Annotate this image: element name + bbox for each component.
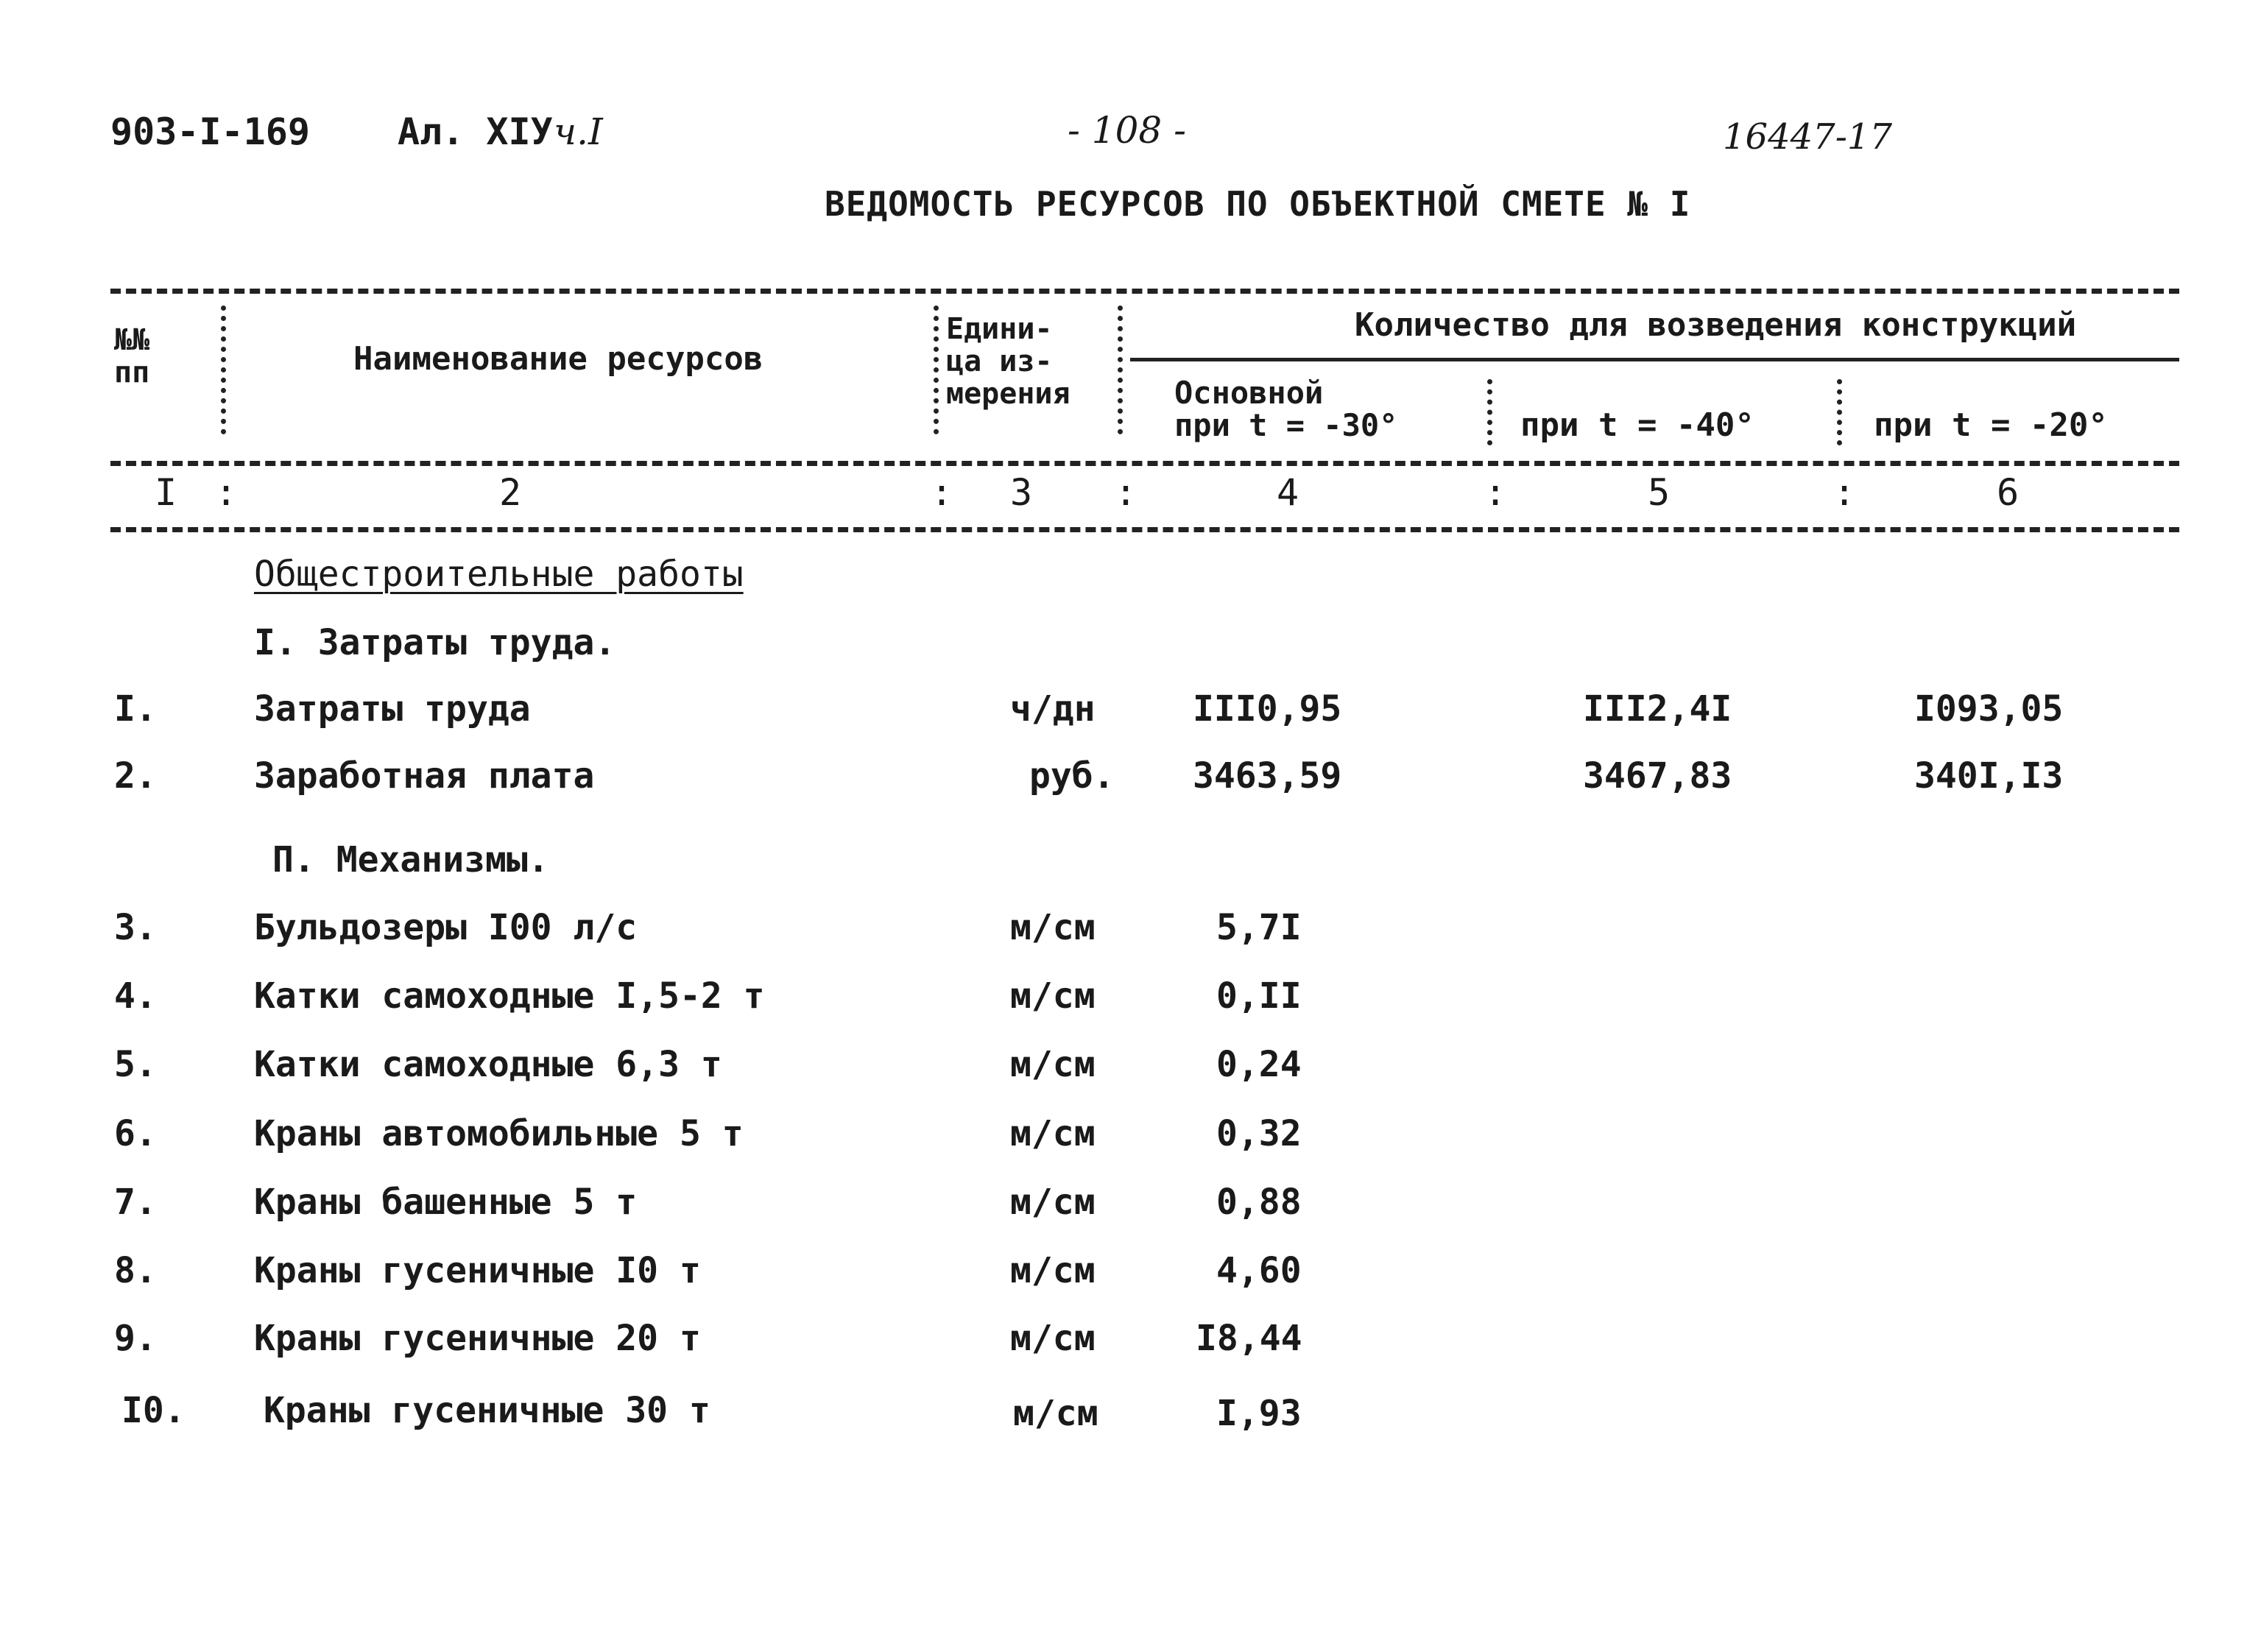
- row-number: 6.: [114, 1113, 157, 1154]
- album-label: Ал. XIУ: [398, 110, 553, 153]
- qty-base: 0,24: [1216, 1044, 1302, 1085]
- qty-base: I8,44: [1196, 1318, 1302, 1359]
- row-number: 9.: [114, 1318, 157, 1359]
- header-sep-5: [1837, 379, 1842, 445]
- row-number: I.: [114, 688, 157, 730]
- page-number: - 108 -: [1068, 109, 1187, 152]
- resource-name: Заработная плата: [254, 755, 595, 797]
- col-unit-header-l1: Едини-: [946, 312, 1053, 346]
- row-number: 3.: [114, 907, 157, 948]
- col-name-header: Наименование ресурсов: [353, 340, 763, 378]
- subsection-mechanisms: П. Механизмы.: [272, 839, 549, 880]
- qty-minus40: III2,4I: [1583, 688, 1732, 730]
- col-num-header-l1: №№: [114, 323, 150, 357]
- qty-group-rule: [1130, 358, 2179, 361]
- section-general-works: Общестроительные работы: [254, 554, 744, 595]
- col-base-header-l1: Основной: [1174, 375, 1324, 411]
- qty-base: 0,32: [1216, 1113, 1302, 1154]
- col-number-6: 6: [1997, 471, 2020, 514]
- resource-name: Краны башенные 5 т: [254, 1182, 638, 1223]
- resource-name: Катки самоходные 6,3 т: [254, 1044, 722, 1085]
- col-number-4: 4: [1277, 471, 1299, 514]
- resource-name: Краны гусеничные 30 т: [264, 1390, 710, 1431]
- doc-code: 903-I-169: [110, 110, 310, 153]
- unit: м/см: [1010, 1182, 1096, 1223]
- col-number-1: I: [155, 471, 177, 514]
- header-sep-1: [221, 306, 226, 434]
- unit: м/см: [1010, 907, 1096, 948]
- row-number: 8.: [114, 1250, 157, 1291]
- unit: м/см: [1010, 1318, 1096, 1359]
- subsection-labor: I. Затраты труда.: [254, 622, 616, 663]
- resource-name: Катки самоходные I,5-2 т: [254, 975, 765, 1017]
- resource-name: Бульдозеры I00 л/с: [254, 907, 638, 948]
- row-number: 5.: [114, 1044, 157, 1085]
- qty-base: 4,60: [1216, 1250, 1302, 1291]
- resource-name: Краны гусеничные I0 т: [254, 1250, 701, 1291]
- col-base-header-l2: при t = -30°: [1174, 407, 1398, 443]
- row-number: 4.: [114, 975, 157, 1017]
- resource-name: Краны автомобильные 5 т: [254, 1113, 744, 1154]
- col-number-2: 2: [499, 471, 522, 514]
- unit: ч/дн: [1010, 688, 1096, 730]
- header-sep-4: [1487, 379, 1492, 445]
- resource-name: Затраты труда: [254, 688, 531, 730]
- qty-base: 0,88: [1216, 1182, 1302, 1223]
- col-number-sep: :: [1115, 471, 1137, 514]
- qty-base: I,93: [1216, 1393, 1302, 1434]
- col-m20-header: при t = -20°: [1874, 406, 2108, 444]
- qty-minus40: 3467,83: [1583, 755, 1732, 797]
- document-title: ВЕДОМОСТЬ РЕСУРСОВ ПО ОБЪЕКТНОЙ СМЕТЕ № I: [825, 184, 1691, 224]
- album-part: ч.I: [554, 110, 603, 153]
- unit: м/см: [1010, 1113, 1096, 1154]
- header-sep-3: [1118, 306, 1123, 434]
- qty-base: III0,95: [1193, 688, 1342, 730]
- row-number: 7.: [114, 1182, 157, 1223]
- row-number: I0.: [121, 1390, 186, 1431]
- unit: руб.: [1029, 755, 1115, 797]
- unit: м/см: [1010, 1250, 1096, 1291]
- sheet-code: 16447-17: [1723, 116, 1892, 158]
- col-m40-header: при t = -40°: [1520, 406, 1754, 444]
- header-bottom-rule: [110, 527, 2179, 532]
- col-number-sep: :: [1484, 471, 1507, 514]
- col-num-header-l2: пп: [114, 356, 150, 389]
- qty-base: 0,II: [1216, 975, 1302, 1017]
- qty-base: 5,7I: [1216, 907, 1302, 948]
- qty-minus20: 340I,I3: [1914, 755, 2064, 797]
- col-unit-header-l2: ца из-: [946, 345, 1053, 378]
- col-number-5: 5: [1648, 471, 1671, 514]
- unit: м/см: [1010, 1044, 1096, 1085]
- header-mid-rule: [110, 461, 2179, 466]
- col-number-3: 3: [1010, 471, 1033, 514]
- col-number-sep: :: [931, 471, 953, 514]
- unit: м/см: [1013, 1393, 1098, 1434]
- row-number: 2.: [114, 755, 157, 797]
- header-sep-2: [934, 306, 939, 434]
- col-unit-header-l3: мерения: [946, 377, 1070, 411]
- qty-group-header: Количество для возведения конструкций: [1355, 306, 2077, 344]
- resource-name: Краны гусеничные 20 т: [254, 1318, 701, 1359]
- unit: м/см: [1010, 975, 1096, 1017]
- qty-minus20: I093,05: [1914, 688, 2064, 730]
- col-number-sep: :: [215, 471, 238, 514]
- col-number-sep: :: [1833, 471, 1856, 514]
- table-top-rule: [110, 289, 2179, 294]
- qty-base: 3463,59: [1193, 755, 1342, 797]
